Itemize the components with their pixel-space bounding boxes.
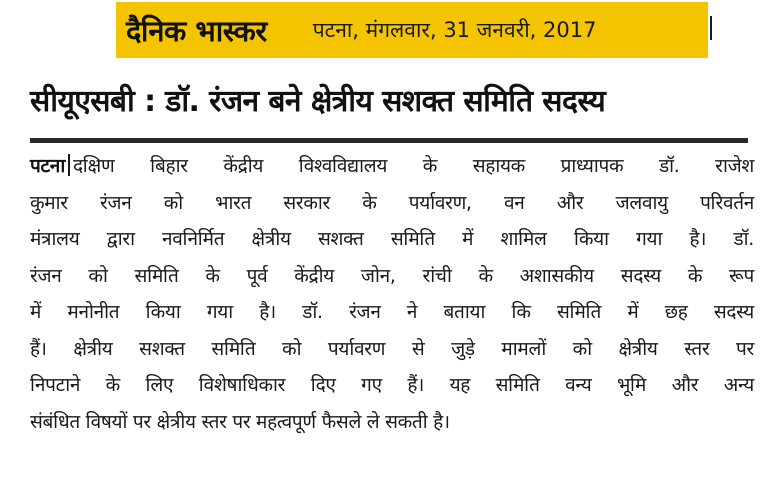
article-line: में मनोनीत किया गया है। डॉ. रंजन ने बताया कि समिति में छह सदस्य <box>30 301 754 323</box>
headline-rule <box>30 138 748 143</box>
article-line: कुमार रंजन को भारत सरकार के पर्यावरण, वन और जलवायु परिवर्तन <box>30 191 754 214</box>
article-body <box>30 148 754 440</box>
article-line: संबंधित विषयों पर क्षेत्रीय स्तर पर महत्वपूर्ण फैसले ले सकती है। <box>30 410 450 433</box>
article-headline: सीयूएसबी : डॉ. रंजन बने क्षेत्रीय सशक्त समिति सदस्य <box>30 84 606 119</box>
article-line: निपटाने के लिए विशेषाधिकार दिए गए हैं। यह समिति वन्य भूमि और अन्य <box>30 374 754 396</box>
article-line: रंजन को समिति के पूर्व केंद्रीय जोन, रांची के अशासकीय सदस्य के रूप <box>30 264 754 287</box>
dateline-place: पटना <box>30 155 65 177</box>
masthead-divider <box>710 16 712 40</box>
edition-dateline: पटना, मंगलवार, 31 जनवरी, 2017 <box>312 18 597 42</box>
article-line: मंत्रालय द्वारा नवनिर्मित क्षेत्रीय सशक्त समिति में शामिल किया गया है। डॉ. <box>30 228 754 250</box>
place-separator <box>68 154 70 176</box>
masthead-banner <box>116 2 708 58</box>
newspaper-logo: दैनिक भास्कर <box>126 13 267 48</box>
article-line: हैं। क्षेत्रीय सशक्त समिति को पर्यावरण से जुड़े मामलों को क्षेत्रीय स्तर पर <box>30 337 754 360</box>
article-line-text: दक्षिण बिहार केंद्रीय विश्वविद्यालय के सहायक प्राध्यापक डॉ. राजेश <box>72 155 754 177</box>
article-line <box>30 148 754 185</box>
